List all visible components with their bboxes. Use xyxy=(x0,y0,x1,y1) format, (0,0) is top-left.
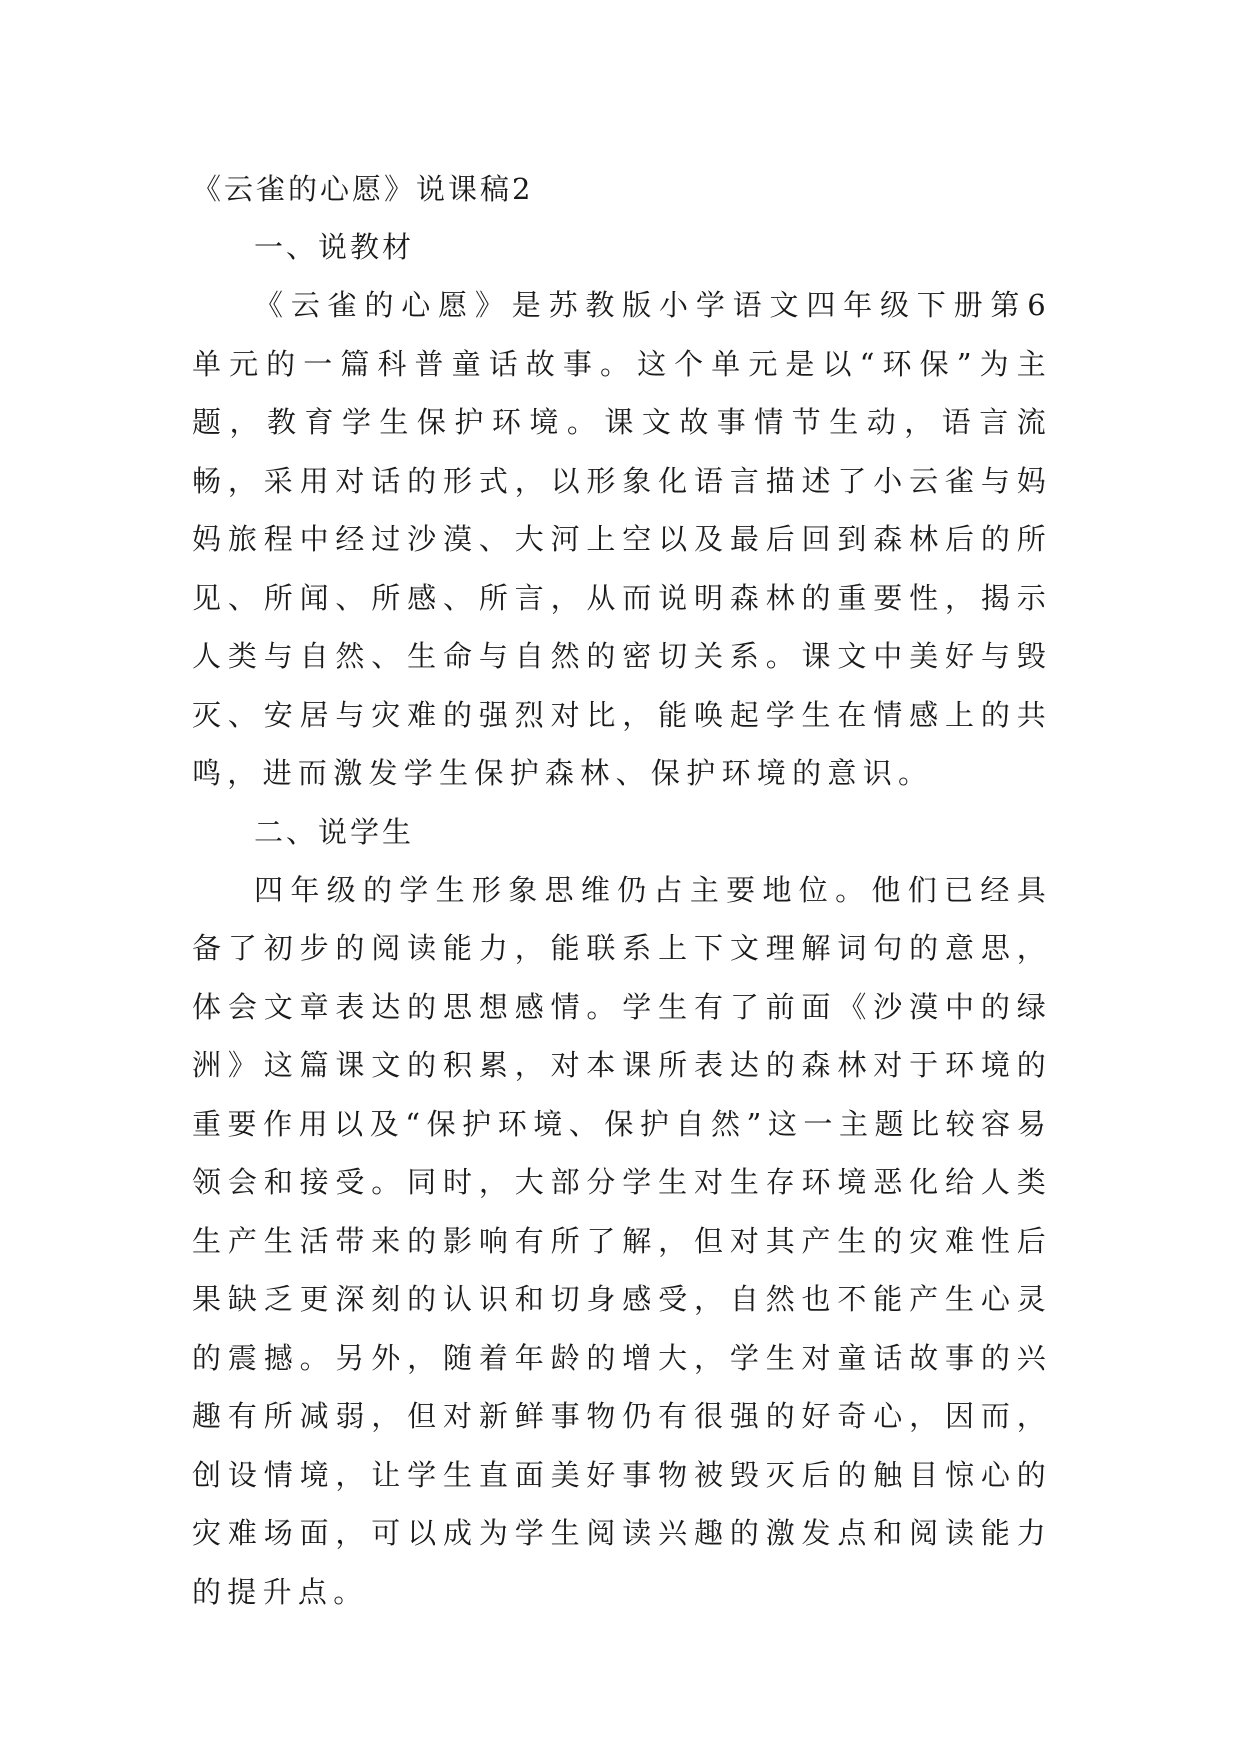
document-body xyxy=(192,160,1052,1621)
section-paragraph-textbook: 《云雀的心愿》是苏教版小学语文四年级下册第6单元的一篇科普童话故事。这个单元是以“环保”为主题，教育学生保护环境。课文故事情节生动，语言流畅，采用对话的形式，以形象化语言描述了小云雀与妈妈旅程中经过沙漠、大河上空以及最后回到森林后的所见、所闻、所感、所言，从而说明森林的重要性，揭示人类与自然、生命与自然的密切关系。课文中美好与毁灭、安居与灾难的强烈对比，能唤起学生在情感上的共鸣，进而激发学生保护森林、保护环境的意识。 xyxy=(192,288,1052,790)
section-heading-students: 二、说学生 xyxy=(254,814,415,849)
section-paragraph-students: 四年级的学生形象思维仍占主要地位。他们已经具备了初步的阅读能力，能联系上下文理解词句的意思，体会文章表达的思想感情。学生有了前面《沙漠中的绿洲》这篇课文的积累，对本课所表达的森林对于环境的重要作用以及“保护环境、保护自然”这一主题比较容易领会和接受。同时，大部分学生对生存环境恶化给人类生产生活带来的影响有所了解，但对其产生的灾难性后果缺乏更深刻的认识和切身感受，自然也不能产生心灵的震撼。另外，随着年龄的增大，学生对童话故事的兴趣有所减弱，但对新鲜事物仍有很强的好奇心，因而，创设情境，让学生直面美好事物被毁灭后的触目惊心的灾难场面，可以成为学生阅读兴趣的激发点和阅读能力的提升点。 xyxy=(192,872,1052,1609)
section-heading-textbook: 一、说教材 xyxy=(254,230,415,264)
document-title: 《云雀的心愿》说课稿2 xyxy=(192,172,534,206)
